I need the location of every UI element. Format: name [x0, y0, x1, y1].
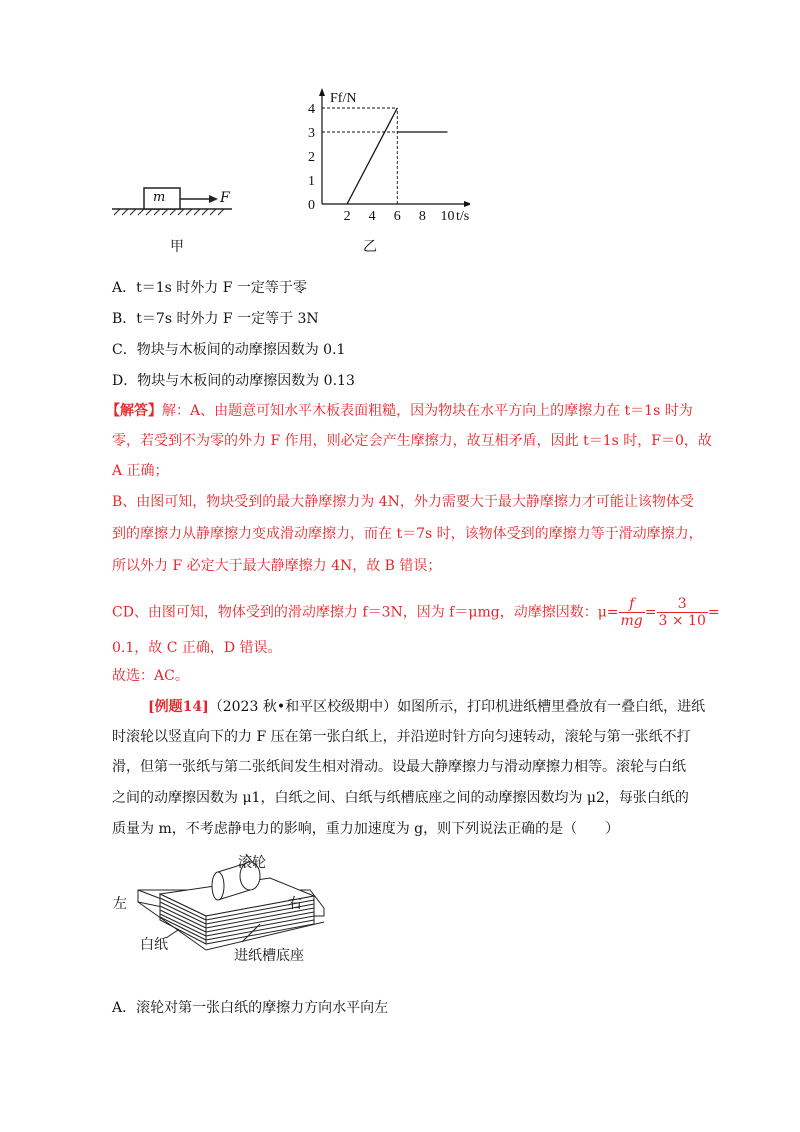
answer-line-2: 零，若受到不为零的外力 F 作用，则必定会产生摩擦力，故互相矛盾，因此 t＝1s 时，F＝0，故 — [112, 433, 712, 449]
next-option-a: A．滚轮对第一张白纸的摩擦力方向水平向左 — [112, 1000, 389, 1016]
y-tick-label-4: 4 — [308, 102, 315, 117]
caption-yi: 乙 — [363, 239, 377, 255]
caption-jia: 甲 — [170, 239, 184, 255]
label-right: 右 — [288, 896, 302, 912]
option-b: B．t＝7s 时外力 F 一定等于 3N — [112, 311, 319, 327]
friction-chart — [290, 86, 470, 226]
fraction-3-over-30: $\frac{3}{3 \times 10}$ — [658, 596, 706, 629]
example-line-3: 滑，但第一张纸与第二张纸间发生相对滑动。设最大静摩擦力与滑动摩擦力相等。滚轮与白纸 — [112, 759, 686, 775]
label-left: 左 — [113, 896, 127, 912]
answer-line-4: B、由图可知，物块受到的最大静摩擦力为 4N，外力需要大于最大静摩擦力才可能让该物体受 — [112, 494, 694, 510]
answer-line-6: 所以外力 F 必定大于最大静摩擦力 4N，故 B 错误； — [112, 558, 442, 574]
label-tray-base: 进纸槽底座 — [234, 948, 304, 964]
label-paper: 白纸 — [140, 937, 168, 953]
x-axis-label: t/s — [456, 209, 470, 224]
answer-line-7: CD、由图可知，物体受到的滑动摩擦力 f＝3N，因为 f＝μmg，动摩擦因数：μ= $\frac{f}{mg}$ = $\frac{3}{3 \times 10}$ = — [112, 596, 720, 629]
x-tick-label-4: 4 — [368, 209, 376, 224]
force-arrowhead — [209, 195, 218, 203]
answer-line-1: 【解答】解：A、由题意可知水平木板表面粗糙，因为物块在水平方向上的摩擦力在 t＝1s 时为 — [106, 403, 693, 419]
example-line-5: 质量为 m，不考虑静电力的影响，重力加速度为 g，则下列说法正确的是（ ） — [112, 821, 620, 837]
origin-label: 0 — [308, 198, 315, 213]
option-c: C．物块与木板间的动摩擦因数为 0.1 — [112, 342, 346, 358]
answer-line-9: 故选：AC。 — [112, 668, 189, 684]
y-axis-label: Ff/N — [330, 91, 357, 106]
ground-hatch — [112, 209, 232, 215]
x-tick-label-6: 6 — [393, 209, 401, 224]
force-label: F — [220, 190, 230, 206]
x-axis-arrow — [464, 201, 470, 207]
y-tick-label-2: 2 — [308, 150, 315, 165]
answer-line-8: 0.1，故 C 正确，D 错误。 — [112, 640, 282, 656]
answer-line-5: 到的摩擦力从静摩擦力变成滑动摩擦力，而在 t＝7s 时，该物体受到的摩擦力等于滑动摩擦力， — [112, 526, 703, 542]
option-a: A．t＝1s 时外力 F 一定等于零 — [112, 280, 307, 296]
y-tick-label-3: 3 — [308, 126, 315, 141]
block-diagram — [108, 180, 238, 220]
example-tag: [例题14] — [148, 699, 209, 715]
x-tick-label-2: 2 — [343, 209, 351, 224]
example-line-4: 之间的动摩擦因数为 μ1，白纸之间、白纸与纸槽底座之间的动摩擦因数均为 μ2，每张白纸的 — [112, 790, 689, 806]
x-tick-label-8: 8 — [418, 209, 426, 224]
example-line-2: 时滚轮以竖直向下的力 F 压在第一张白纸上，并沿逆时针方向匀速转动，滚轮与第一张纸不打 — [112, 729, 691, 745]
label-roller: 滚轮 — [238, 855, 266, 871]
x-tick-label-10: 10 — [440, 209, 455, 224]
y-tick-label-1: 1 — [308, 174, 315, 189]
example-line-1: [例题14]（2023 秋•和平区校级期中）如图所示，打印机进纸槽里叠放有一叠白纸，进纸 — [148, 699, 706, 715]
y-axis-arrow — [319, 88, 325, 96]
answer-line-3: A 正确； — [112, 463, 169, 479]
block-mass-label: m — [153, 190, 166, 205]
series-ramp — [347, 108, 397, 204]
fraction-f-over-mg: $\frac{f}{mg}$ — [620, 596, 643, 629]
option-d: D．物块与木板间的动摩擦因数为 0.13 — [112, 373, 355, 389]
answer-tag: 【解答】 — [106, 403, 162, 419]
